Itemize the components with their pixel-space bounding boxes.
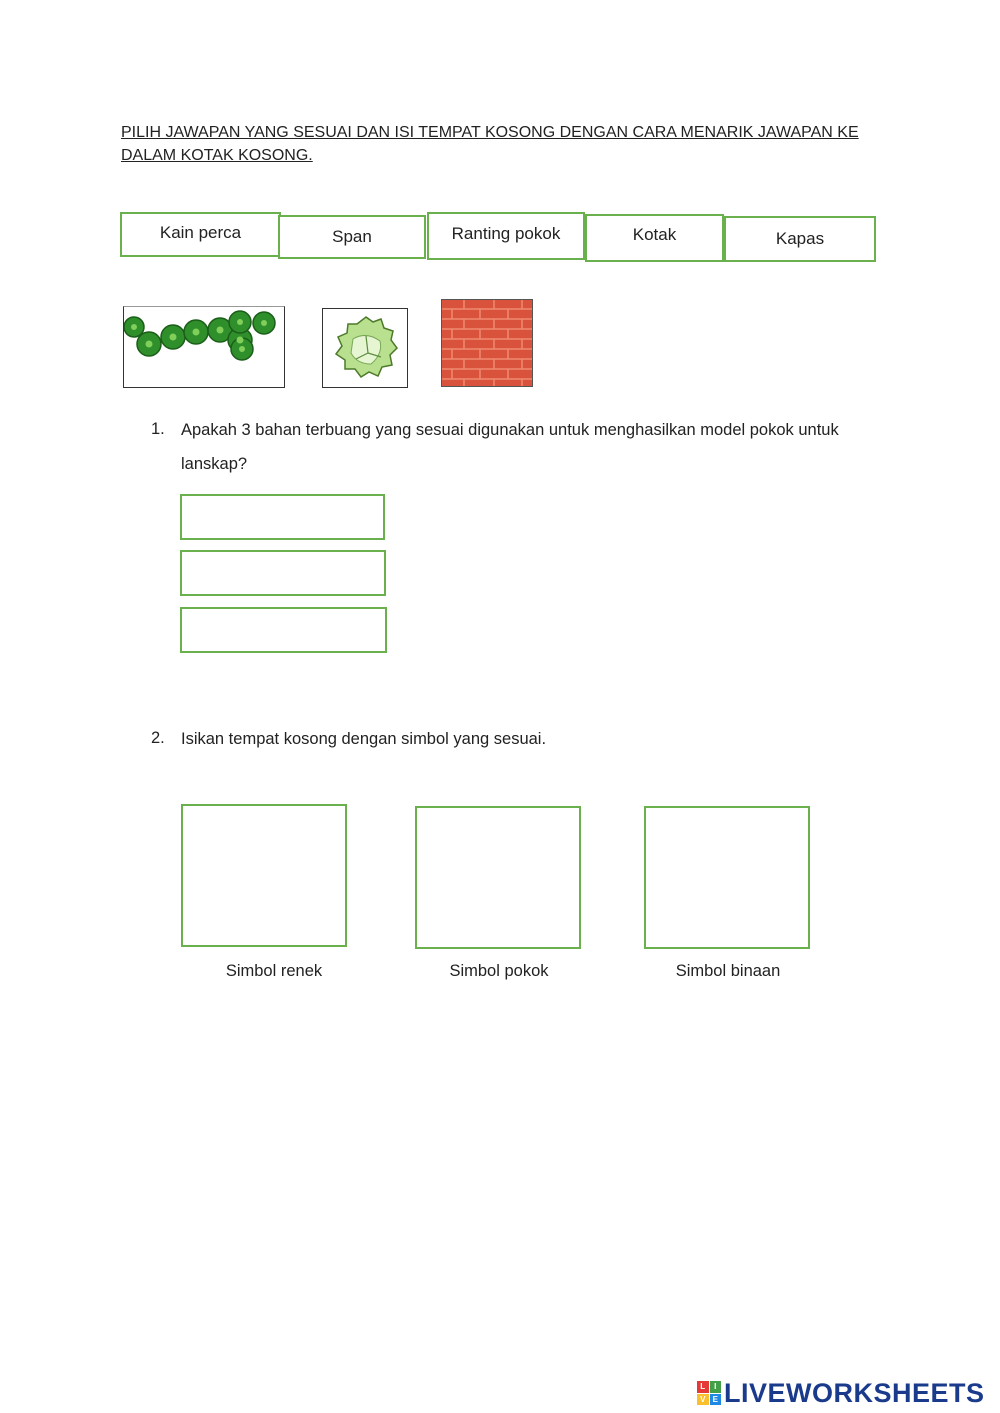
question-2-text: Isikan tempat kosong dengan simbol yang sesuai.	[181, 730, 547, 748]
symbol-label-pokok: Simbol pokok	[449, 962, 549, 980]
question-2-number: 2.	[151, 729, 165, 747]
answer-drop-box-3[interactable]	[180, 607, 387, 653]
symbol-drop-box-pokok[interactable]	[415, 806, 581, 949]
answer-chip-kapas[interactable]: Kapas	[724, 216, 876, 262]
liveworksheets-wordmark: LIVEWORKSHEETS	[724, 1377, 985, 1408]
answer-chip-ranting-pokok[interactable]: Ranting pokok	[427, 212, 585, 260]
answer-drop-box-2[interactable]	[180, 550, 386, 596]
symbol-drop-box-renek[interactable]	[181, 804, 347, 947]
question-1-number: 1.	[151, 420, 165, 438]
shrub-symbol-image	[123, 306, 285, 388]
symbol-drop-box-binaan[interactable]	[644, 806, 810, 949]
liveworksheets-logo-icon: L I V E	[697, 1381, 721, 1405]
answer-chip-kotak[interactable]: Kotak	[585, 214, 724, 262]
instruction-text: PILIH JAWAPAN YANG SESUAI DAN ISI TEMPAT KOSONG DENGAN CARA MENARIK JAWAPAN KE DALAM KOTAK KOSONG.	[121, 124, 859, 164]
answer-chip-kain-perca[interactable]: Kain perca	[120, 212, 281, 257]
question-1-text: Apakah 3 bahan terbuang yang sesuai digunakan untuk menghasilkan model pokok untuk lanskap?	[181, 421, 839, 473]
answer-drop-box-1[interactable]	[180, 494, 385, 540]
tree-symbol-image	[322, 308, 408, 388]
symbol-label-renek: Simbol renek	[225, 962, 323, 980]
liveworksheets-logo	[697, 1378, 985, 1408]
symbol-label-binaan: Simbol binaan	[675, 962, 781, 980]
answer-chip-span[interactable]: Span	[278, 215, 426, 259]
building-symbol-image	[441, 299, 533, 387]
